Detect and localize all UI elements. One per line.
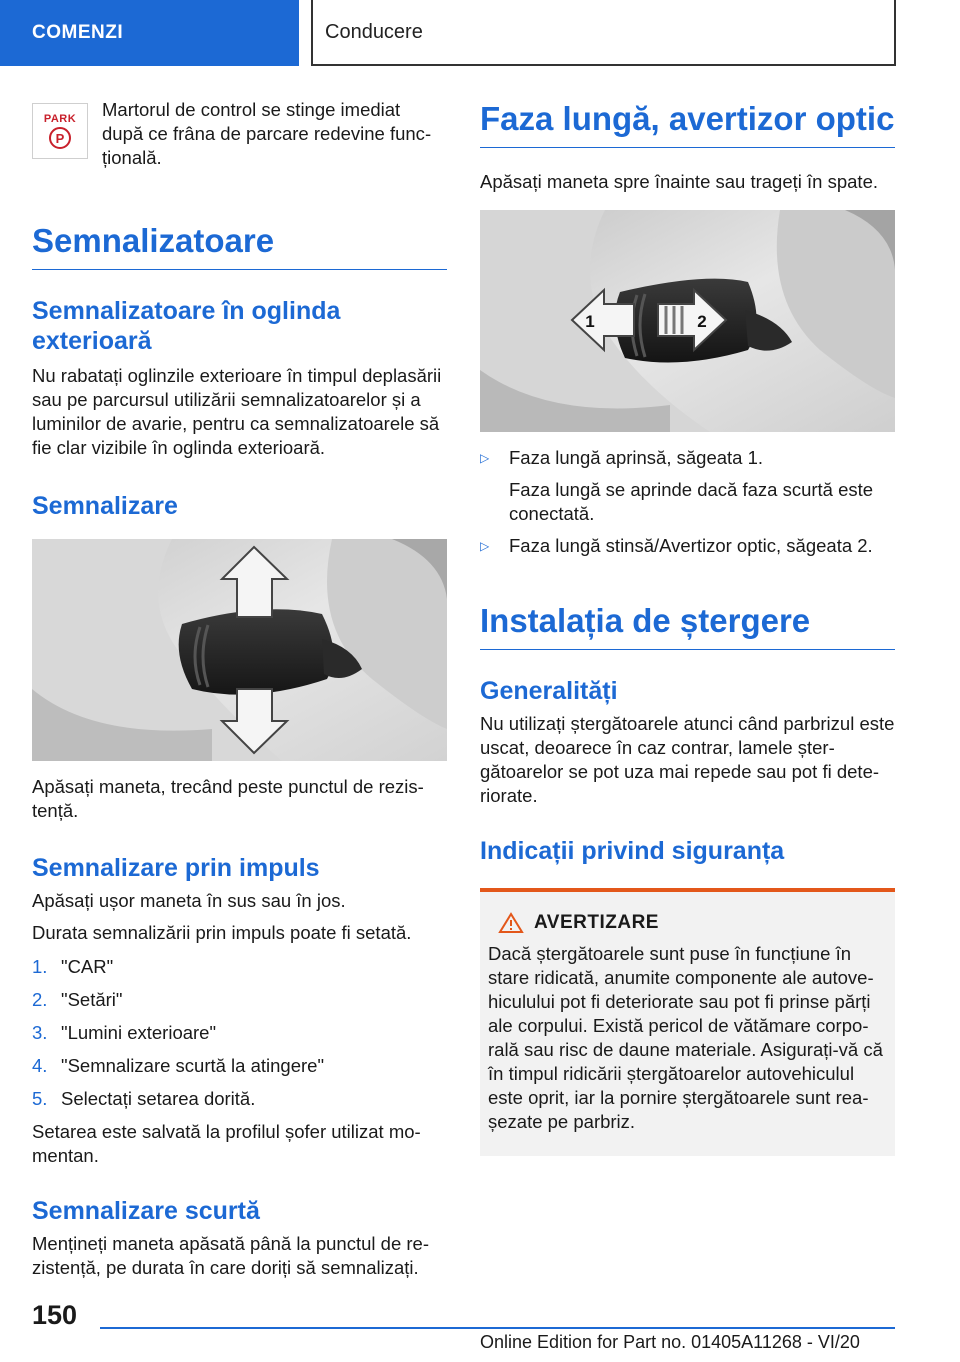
heading-signaling: Semnalizare — [32, 492, 178, 520]
high-beam-bullets — [480, 446, 895, 558]
edition-text: Online Edition for Part no. 01405A11268 - VI/20 — [480, 1332, 860, 1352]
impulse-text-1: Apăsați ușor maneta în sus sau în jos. — [32, 890, 346, 911]
warning-triangle-icon — [498, 912, 524, 934]
arrow-2-label: 2 — [697, 312, 707, 331]
high-beam-text: Apăsați maneta spre înainte sau trageți în spate. — [480, 171, 878, 192]
chapter-label: COMENZI — [32, 22, 124, 43]
park-note-text: Martorul de control se stinge imediat după ce frâna de parcare redevine func țională. — [102, 99, 432, 168]
turn-signal-lever-photo — [32, 539, 447, 761]
warning-text: Dacă ștergătoarele sunt puse în funcțiune în stare ridicată, anumite componente ale autove hiculului pot fi deteriorate sau pot fi prinse părți ale corpului. Există pericol de vătămare corpo rală sau risc de daune materiale. Asigurați-vă că în timpul ridicării ștergătoarelor autovehiculul este oprit, iar la pornire ștergătoarele sunt rea șezate pe parbriz. — [488, 943, 883, 1132]
footer-divider — [100, 1327, 895, 1329]
signaling-text: Apăsați maneta, trecând peste punctul de rezis tență. — [32, 776, 424, 821]
impulse-steps — [32, 955, 447, 1111]
section-header — [311, 0, 896, 66]
parking-brake-icon: PARK P — [32, 103, 88, 159]
chapter-tab[interactable] — [0, 0, 299, 66]
right-column — [480, 98, 895, 1156]
list-item: 1. "CAR" — [32, 956, 114, 977]
warning-label: AVERTIZARE — [534, 912, 659, 933]
list-item: ▷ Faza lungă aprinsă, săgeata 1. Faza lungă se aprinde dacă faza scurtă este conectată. — [480, 447, 874, 524]
bullet-triangle-icon: ▷ — [480, 539, 490, 553]
park-note — [32, 98, 447, 170]
warning-box — [480, 888, 895, 1156]
heading-mirror-signals: Semnalizatoare în oglinda exterioară — [32, 297, 341, 355]
heading-wiper: Instalația de ștergere — [480, 602, 895, 650]
impulse-text-2: Durata semnalizării prin impuls poate fi setată. — [32, 922, 412, 943]
heading-high-beam: Faza lungă, avertizor optic — [480, 100, 895, 148]
arrow-1-label: 1 — [585, 312, 595, 331]
short-signal-text: Mențineți maneta apăsată până la punctul de re zistență, pe durata în care doriți să semnalizați. — [32, 1233, 429, 1278]
heading-general: Generalități — [480, 677, 618, 705]
left-column — [32, 98, 447, 1280]
high-beam-lever-photo — [480, 210, 895, 432]
heading-safety: Indicații privind siguranța — [480, 837, 785, 865]
bullet-triangle-icon: ▷ — [480, 451, 490, 465]
mirror-signals-text: Nu rabatați oglinzile exterioare în timpul deplasării sau pe parcursul utilizării semnalizatoarelor și a luminilor de avarie, pentru ca semnalizatoarele să fie clar vizibile în oglinda exterioară. — [32, 365, 442, 458]
general-text: Nu utilizați ștergătoarele atunci când parbrizul este uscat, deoarece în caz contrar, lamele șter gătoarelor se pot uza mai repede sau pot fi dete riorate. — [480, 713, 895, 806]
heading-impulse: Semnalizare prin impuls — [32, 854, 320, 882]
section-title-signals: Semnalizatoare — [32, 222, 447, 270]
section-label: Conducere — [325, 20, 423, 43]
list-item: 5. Selectați setarea dorită. — [32, 1088, 256, 1109]
list-item: ▷ Faza lungă stinsă/Avertizor optic, săgeata 2. — [480, 535, 873, 556]
list-item: 4. "Semnalizare scurtă la atingere" — [32, 1055, 325, 1076]
page-number: 150 — [32, 1300, 78, 1330]
list-item: 3. "Lumini exterioare" — [32, 1022, 217, 1043]
heading-short-signal: Semnalizare scurtă — [32, 1197, 260, 1225]
impulse-text-3: Setarea este salvată la profilul șofer utilizat mo mentan. — [32, 1121, 421, 1166]
list-item: 2. "Setări" — [32, 989, 123, 1010]
